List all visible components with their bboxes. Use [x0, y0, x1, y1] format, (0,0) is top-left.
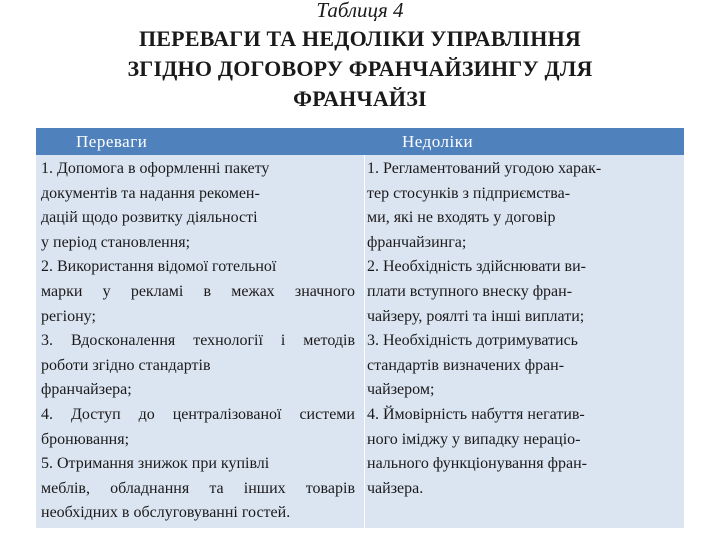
table-caption: Таблиця 4 [316, 0, 404, 22]
advantage-line: у період становлення; [41, 233, 191, 251]
header-advantages: Переваги [76, 132, 148, 151]
advantage-line: франчайзера; [41, 381, 132, 399]
advantage-line: 4. Доступ до централізованої системи [41, 405, 355, 423]
advantage-line: 5. Отримання знижок при купівлі [41, 455, 270, 473]
header-disadvantages: Недоліки [402, 132, 474, 151]
disadvantage-line: стандартів визначених фран- [367, 356, 565, 374]
advantage-line: документів та надання рекомен- [41, 184, 260, 202]
disadvantage-line: тер стосунків з підприємства- [367, 184, 571, 202]
disadvantage-line: 2. Необхідність здійснювати ви- [367, 258, 586, 276]
advantage-line: 2. Використання відомої готельної [41, 258, 277, 276]
disadvantage-line: ного іміджу у випадку нераціо- [367, 430, 581, 448]
table-header-row [36, 128, 684, 155]
title-line: ЗГІДНО ДОГОВОРУ ФРАНЧАЙЗИНГУ ДЛЯ [127, 56, 593, 81]
advantage-line: марки у рекламі в межах значного [41, 282, 355, 300]
page-title [80, 24, 640, 114]
advantage-line: 1. Допомога в оформленні пакету [41, 160, 270, 177]
title-line: ФРАНЧАЙЗІ [293, 86, 427, 111]
disadvantages-cell [365, 155, 684, 528]
disadvantage-line: 1. Регламентований угодою харак- [367, 160, 602, 177]
advantage-line: бронювання; [41, 430, 130, 448]
disadvantage-line: франчайзинга; [367, 233, 467, 251]
advantage-line: регіону; [41, 307, 96, 325]
comparison-table [36, 128, 684, 528]
disadvantage-line: плати вступного внеску фран- [367, 282, 573, 300]
disadvantage-line: чайзером; [367, 381, 435, 399]
disadvantage-line: нального функціонування фран- [367, 455, 587, 473]
advantages-text [41, 157, 355, 526]
disadvantage-line: чайзеру, роялті та інші виплати; [367, 307, 585, 325]
disadvantages-text [367, 157, 681, 501]
advantage-line: 3. Вдосконалення технології і методів [41, 332, 355, 350]
disadvantage-line: 3. Необхідність дотримуватись [367, 332, 578, 350]
advantage-line: меблів, обладнання та інших товарів [41, 479, 355, 497]
advantage-line: дацій щодо розвитку діяльності [41, 209, 258, 227]
title-line: ПЕРЕВАГИ ТА НЕДОЛІКИ УПРАВЛІННЯ [139, 26, 581, 51]
disadvantage-line: 4. Ймовірність набуття негатив- [367, 405, 585, 423]
disadvantage-line: чайзера. [367, 479, 424, 497]
disadvantage-line: ми, які не входять у договір [367, 209, 556, 227]
table-body [36, 155, 684, 528]
advantage-line: необхідних в обслуговуванні гостей. [41, 504, 291, 522]
advantage-line: роботи згідно стандартів [41, 356, 211, 374]
advantages-cell [36, 155, 365, 528]
